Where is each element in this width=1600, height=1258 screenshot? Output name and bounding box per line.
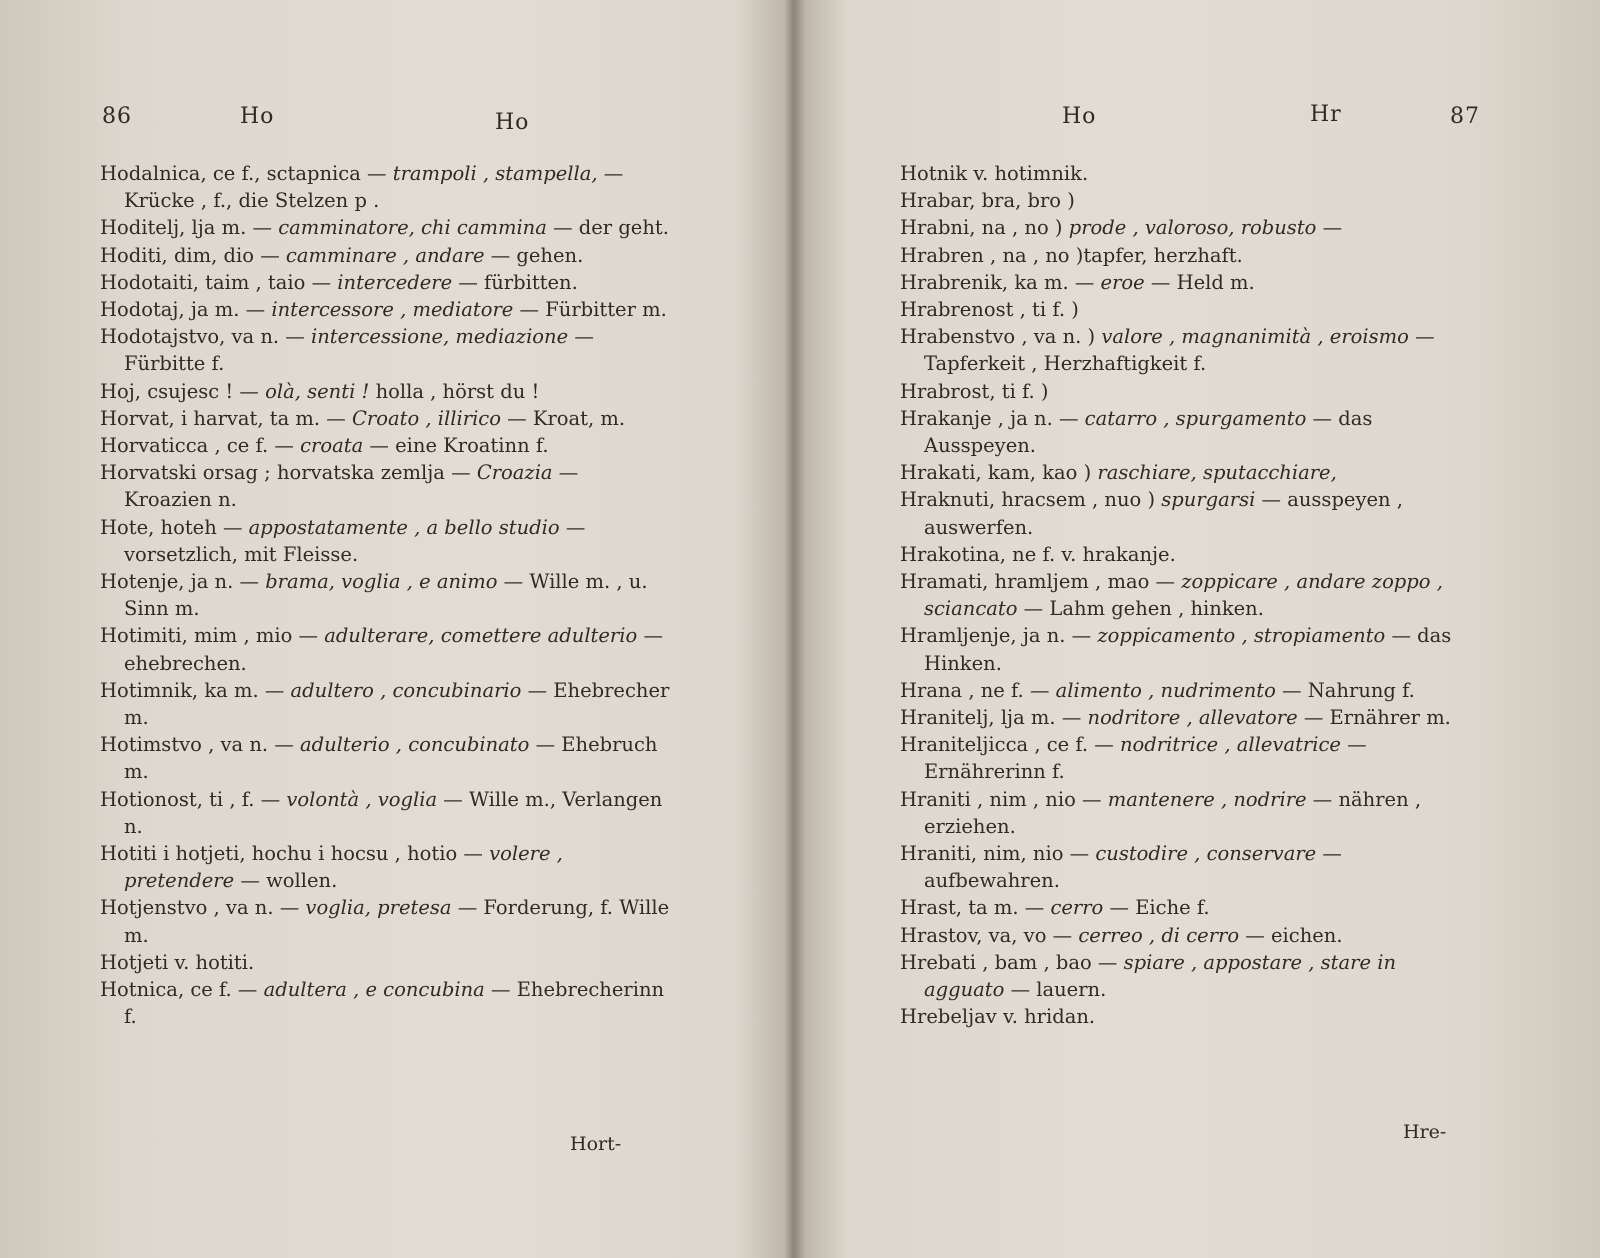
entry-italian: spurgarsi [1161, 488, 1262, 512]
entry-grammar: , ce f. — [177, 978, 264, 1002]
dictionary-entry [100, 269, 672, 296]
entry-grammar: , hramljem , mao — [982, 570, 1182, 594]
entry-grammar: v. hotiti. [168, 950, 255, 974]
entry-german: — gehen. [490, 243, 584, 267]
entry-grammar: , ka m. — [1001, 270, 1101, 294]
entry-italian: nodritrice , allevatrice [1120, 733, 1348, 757]
entry-italian: brama, voglia , e animo [265, 570, 504, 594]
entry-grammar: ; horvatska zemlja — [257, 461, 477, 485]
entry-german: — Forderung, f. Wille m. [124, 896, 676, 947]
dictionary-entry [100, 622, 672, 676]
entry-italian: adulterio , concubinato [300, 733, 536, 757]
entry-lemma: Hotiti i hotjeti [100, 842, 240, 866]
guide-word: Hr [1310, 102, 1342, 127]
entry-german: — Eiche f. [1109, 896, 1210, 920]
entry-german: — Tapferkeit , Herzhaftigkeit f. [924, 325, 1441, 376]
entry-lemma: Hotionost [100, 787, 197, 811]
page-number: 86 [102, 104, 132, 129]
entry-italian: nodritore , allevatore [1087, 706, 1304, 730]
entry-list [100, 160, 676, 1031]
entry-german: holla , hörst du ! [375, 379, 540, 403]
entry-italian: camminare , andare [285, 243, 491, 267]
entry-german: — das Hinken. [924, 624, 1458, 675]
entry-italian: valore , magnanimità , eroismo [1101, 325, 1416, 349]
entry-grammar: , taim , taio — [192, 270, 338, 294]
entry-grammar: , lja m. — [988, 706, 1088, 730]
catchword: Hort- [570, 1133, 622, 1155]
entry-lemma: Hotenje [100, 570, 179, 594]
entry-grammar: , va n. — [219, 325, 311, 349]
entry-lemma: Hotnik [900, 162, 968, 185]
entry-italian: eroe [1100, 270, 1151, 294]
entry-german: — Wille m. , u. Sinn m. [124, 570, 654, 621]
entry-grammar: , na , no ) [969, 216, 1069, 240]
entry-lemma: Hraknuti [900, 488, 989, 512]
entry-lemma: Hraniti [900, 787, 971, 811]
catchword: Hre- [1403, 1121, 1447, 1143]
entry-grammar: v. hridan. [996, 1005, 1096, 1029]
entry-italian: raschiare, sputacchiare, [1097, 461, 1343, 485]
entry-italian: olà, senti ! [265, 379, 376, 403]
entry-lemma: Hodotaiti [100, 270, 193, 294]
entry-italian: prode , valoroso, robusto [1068, 216, 1323, 240]
dictionary-entry [100, 894, 676, 948]
dictionary-entry [900, 269, 1466, 296]
dictionary-entry [100, 296, 672, 323]
entry-german: — ausspeyen , auswerfen. [924, 488, 1410, 539]
entry-grammar: , va n. ) [1015, 325, 1102, 349]
entry-grammar: , va, vo — [976, 923, 1079, 947]
dictionary-entry [100, 323, 672, 377]
entry-lemma: Horvat [100, 406, 169, 430]
entry-grammar: , i harvat, ta m. — [168, 406, 353, 430]
entry-grammar: , ja n. — [991, 406, 1085, 430]
guide-word: Ho [495, 110, 530, 135]
dictionary-entry [900, 677, 1466, 704]
entry-german: — eine Kroatinn f. [369, 434, 549, 458]
entry-grammar: , dim, dio — [161, 243, 286, 267]
entry-lemma: Hote [100, 515, 149, 539]
entry-german: — Ernährerinn f. [924, 733, 1373, 784]
dictionary-entry [900, 378, 1466, 405]
entry-italian: Croazia [476, 461, 559, 485]
entry-list [900, 160, 1466, 1031]
dictionary-entry [900, 160, 1466, 187]
dictionary-entry [900, 486, 1466, 540]
entry-lemma: Hrabren [900, 243, 984, 267]
entry-lemma: Hrabrenik [900, 270, 1002, 294]
entry-italian: zoppicamento , stropiamento [1097, 624, 1392, 648]
entry-german: — Ehebruch m. [124, 733, 664, 784]
dictionary-entry [100, 949, 672, 976]
entry-lemma: Hramati [900, 570, 983, 594]
entry-lemma: Hrastov [900, 923, 977, 947]
entry-lemma: Hrabni [900, 216, 970, 240]
entry-lemma: Hotjeti [100, 950, 169, 974]
entry-lemma: Hramljenje [900, 624, 1011, 648]
entry-grammar: , ja n. — [178, 570, 266, 594]
dictionary-entry [900, 568, 1466, 622]
dictionary-entry [100, 976, 672, 1030]
entry-grammar: , ti f. ) [1013, 298, 1079, 322]
entry-italian: cerro [1050, 896, 1110, 920]
entry-lemma: Hrabenstvo [900, 325, 1016, 349]
entry-italian: spiare , appostare , stare in agguato [924, 950, 1403, 1002]
entry-grammar: , mim , mio — [181, 624, 325, 648]
entry-lemma: Hotjenstvo [100, 896, 208, 920]
entry-italian: custodire , conservare [1095, 842, 1323, 866]
entry-italian: intercessore , mediatore [271, 298, 520, 322]
entry-lemma: Hrebeljav [900, 1005, 997, 1029]
entry-italian: intercedere [337, 270, 459, 294]
entry-lemma: Hrast [900, 896, 956, 920]
entry-grammar: , hracsem , nuo ) [988, 488, 1162, 512]
dictionary-entry [100, 568, 672, 622]
entry-german: — Fürbitter m. [519, 298, 667, 322]
entry-grammar: , ja n. — [1010, 624, 1098, 648]
entry-italian: cerreo , di cerro [1078, 923, 1246, 947]
entry-grammar: , ja m. — [178, 298, 272, 322]
entry-lemma: Hrakotina [900, 542, 1000, 566]
entry-italian: croata [300, 434, 370, 458]
entry-grammar: , hochu i hocsu , hotio — [239, 842, 490, 866]
dictionary-entry [900, 541, 1466, 568]
dictionary-entry [900, 949, 1466, 1003]
entry-grammar: , nim , nio — [970, 787, 1108, 811]
entry-grammar: , csujesc ! — [134, 379, 266, 403]
entry-grammar: , va n. — [201, 733, 301, 757]
entry-italian: adulterare, comettere adulterio [324, 624, 644, 648]
dictionary-entry [900, 840, 1466, 894]
entry-italian: trampoli , stampella, [392, 162, 604, 185]
entry-grammar: , na , no ) [983, 243, 1084, 267]
entry-german: — Wille m., Verlangen n. [124, 787, 669, 838]
entry-lemma: Hrabrost [900, 379, 990, 403]
entry-italian: volontà , voglia [286, 787, 444, 811]
entry-grammar: , ta m. — [955, 896, 1051, 920]
entry-lemma: Hrebati [900, 950, 977, 974]
entry-grammar: , bam , bao — [976, 950, 1124, 974]
dictionary-entry [900, 731, 1466, 785]
entry-german: — vorsetzlich, mit Fleisse. [124, 515, 592, 566]
entry-german: — nähren , erziehen. [924, 787, 1428, 838]
dictionary-entry [100, 840, 672, 894]
dictionary-entry [100, 378, 672, 405]
entry-german: — eichen. [1245, 923, 1343, 947]
dictionary-entry [100, 514, 672, 568]
dictionary-entry [900, 894, 1466, 921]
entry-lemma: Hrakanje [900, 406, 992, 430]
right-page [810, 0, 1600, 1258]
entry-italian: adultero , concubinario [290, 678, 528, 702]
entry-german: — Held m. [1150, 270, 1255, 294]
page-number: 87 [1450, 104, 1480, 129]
entry-german: — Fürbitte f. [124, 325, 601, 376]
dictionary-entry [100, 786, 672, 840]
dictionary-entry [100, 731, 672, 785]
guide-word: Ho [1062, 104, 1097, 129]
entry-italian: Croato , illirico [352, 406, 508, 430]
entry-lemma: Hrana [900, 678, 963, 702]
entry-grammar: , nim, nio — [970, 842, 1096, 866]
entry-grammar: , ti f. ) [989, 379, 1049, 403]
entry-lemma: Hrabrenost [900, 298, 1014, 322]
entry-grammar: , lja m. — [179, 216, 279, 240]
dictionary-entry [100, 432, 672, 459]
dictionary-entry [900, 296, 1466, 323]
entry-german: — Ehebrecherinn f. [124, 978, 671, 1029]
entry-grammar: , ka m. — [191, 678, 291, 702]
entry-german: tapfer, herzhaft. [1083, 243, 1243, 267]
entry-lemma: Hoj [100, 379, 135, 403]
entry-lemma: Hrabar [900, 189, 970, 213]
entry-italian: catarro , spurgamento [1084, 406, 1313, 430]
entry-lemma: Hodotaj [100, 298, 179, 322]
entry-grammar: , ce f. — [1028, 733, 1120, 757]
entry-german: — lauern. [1010, 978, 1107, 1002]
entry-lemma: Hoditelj [100, 216, 180, 240]
entry-lemma: Hodalnica [100, 162, 201, 185]
entry-lemma: Hoditi [100, 243, 162, 267]
dictionary-entry [100, 459, 672, 513]
entry-grammar: , ne f. — [962, 678, 1056, 702]
entry-grammar: , hoteh — [148, 515, 249, 539]
dictionary-entry [900, 622, 1466, 676]
entry-german: — ehebrechen. [124, 624, 670, 675]
dictionary-entry [100, 160, 672, 214]
dictionary-entry [900, 786, 1466, 840]
dictionary-entry [900, 214, 1466, 241]
entry-italian: alimento , nudrimento [1055, 678, 1283, 702]
entry-lemma: Hrakati [900, 461, 976, 485]
entry-german: — Kroat, m. [507, 406, 626, 430]
entry-german: — das Ausspeyen. [924, 406, 1379, 458]
dictionary-entry [900, 459, 1466, 486]
entry-german: — aufbewahren. [924, 842, 1349, 893]
entry-german: — Lahm gehen , hinken. [1023, 597, 1264, 621]
entry-grammar: , bra, bro ) [969, 189, 1075, 213]
entry-grammar: v. hotimnik. [967, 162, 1089, 185]
dictionary-entry [100, 405, 672, 432]
dictionary-entry [100, 677, 676, 731]
entry-grammar: , va n. — [207, 896, 306, 920]
dictionary-entry [100, 214, 672, 241]
entry-grammar: , ti , f. — [196, 787, 287, 811]
dictionary-entry [900, 1003, 1466, 1030]
entry-italian: adultera , e concubina [263, 978, 491, 1002]
entry-lemma: Hotnica [100, 978, 178, 1002]
left-page [0, 0, 790, 1258]
entry-italian: zoppicare , andare zoppo , sciancato [924, 570, 1450, 621]
entry-lemma: Horvatski orsag [100, 461, 258, 485]
entry-lemma: Hodotajstvo [100, 325, 220, 349]
entry-italian: mantenere , nodrire [1107, 787, 1313, 811]
entry-italian: appostatamente , a bello studio [248, 515, 566, 539]
entry-italian: intercessione, mediazione [310, 325, 575, 349]
entry-lemma: Hraniteljicca [900, 733, 1029, 757]
dictionary-entry [900, 187, 1466, 214]
entry-german: —Krücke , f., die Stelzen p . [124, 162, 624, 213]
entry-german: — Ernährer m. [1303, 706, 1451, 730]
entry-german: — wollen. [240, 869, 338, 893]
entry-grammar: , ce f., sctapnica — [200, 162, 393, 185]
entry-lemma: Hotimiti [100, 624, 182, 648]
entry-lemma: Hraniti [900, 842, 971, 866]
entry-german: — fürbitten. [458, 270, 578, 294]
entry-italian: volere , pretendere [124, 842, 570, 893]
dictionary-entry [900, 242, 1466, 269]
dictionary-entry [900, 323, 1466, 377]
dictionary-entry [100, 242, 672, 269]
guide-word: Ho [240, 104, 275, 129]
dictionary-entry [900, 922, 1466, 949]
dictionary-entry [900, 704, 1466, 731]
entry-italian: camminatore, chi cammina [278, 216, 554, 240]
entry-lemma: Horvaticca [100, 434, 209, 458]
entry-grammar: , kam, kao ) [975, 461, 1098, 485]
entry-grammar: , ne f. v. hrakanje. [999, 542, 1176, 566]
entry-lemma: Hotimstvo [100, 733, 202, 757]
entry-german: — Ehebrecher m. [124, 678, 676, 730]
entry-lemma: Hotimnik [100, 678, 192, 702]
entry-grammar: , ce f. — [208, 434, 301, 458]
dictionary-entry [900, 405, 1466, 459]
entry-german: — der geht. [553, 216, 669, 240]
entry-italian: voglia, pretesa [305, 896, 458, 920]
entry-german: — Nahrung f. [1282, 678, 1415, 702]
entry-german: — [1322, 216, 1343, 240]
entry-lemma: Hranitelj [900, 706, 989, 730]
entry-german: — Kroazien n. [124, 461, 585, 512]
